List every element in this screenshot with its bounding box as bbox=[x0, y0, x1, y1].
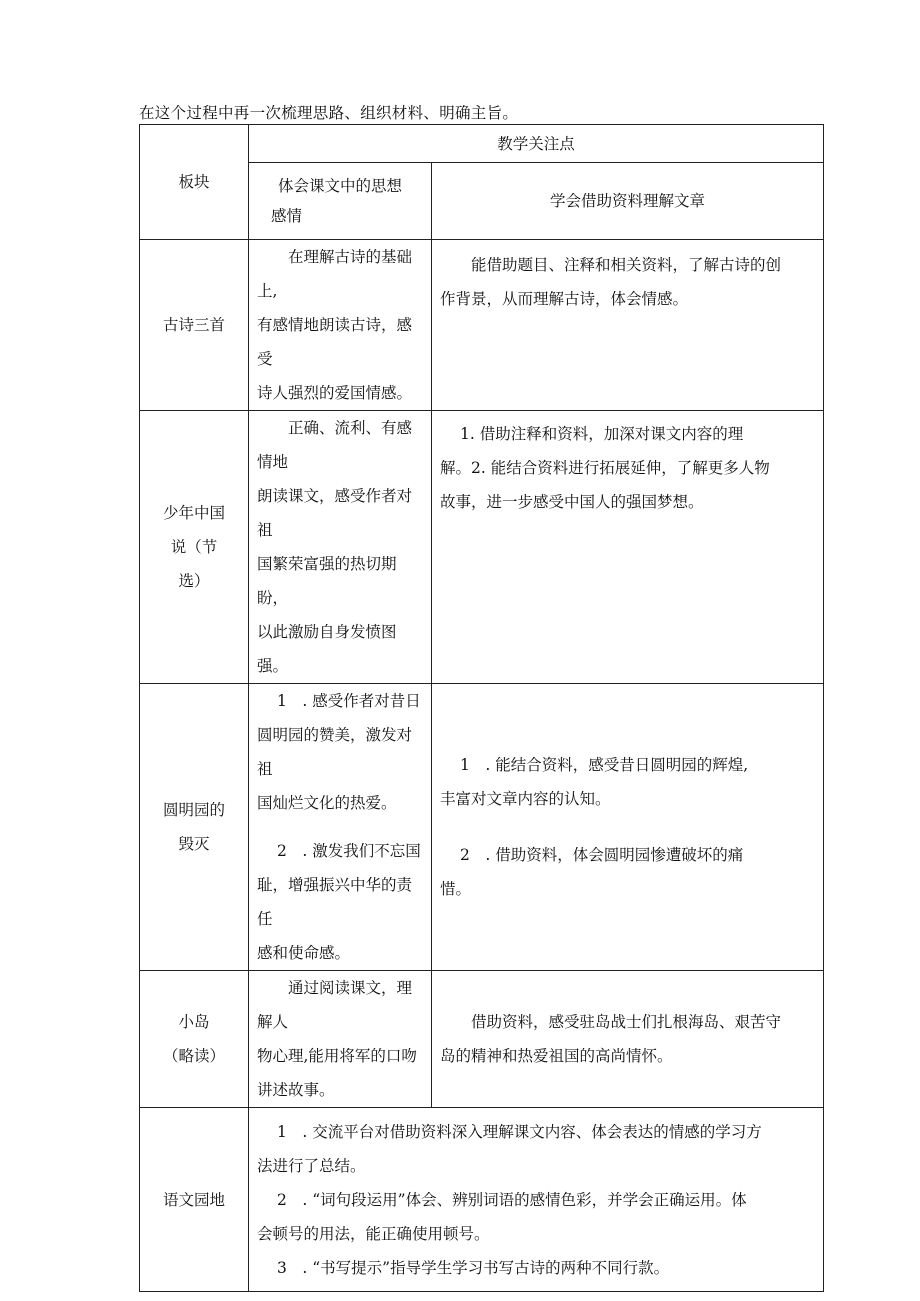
row-name: 语文园地 bbox=[140, 1108, 249, 1292]
row-name: 少年中国 说（节 选） bbox=[140, 411, 249, 684]
row-material-cell: 1. 借助注释和资料，加深对课文内容的理 解。2. 能结合资料进行拓展延伸，了解更多人物 故事，进一步感受中国人的强国梦想。 bbox=[432, 411, 824, 684]
header-block: 板块 bbox=[140, 125, 249, 240]
row-thought-cell: 通过阅读课文，理解人 物心理,能用将军的口吻 讲述故事。 bbox=[249, 971, 432, 1108]
header-focus: 教学关注点 bbox=[249, 125, 824, 163]
intro-text: 在这个过程中再一次梳理思路、组织材料、明确主旨。 bbox=[139, 104, 519, 122]
row-material-cell: 借助资料，感受驻岛战士们扎根海岛、艰苦守 岛的精神和热爱祖国的高尚情怀。 bbox=[432, 971, 824, 1108]
row-name: 圆明园的 毁灭 bbox=[140, 684, 249, 971]
row-garden-cell: 1 . 交流平台对借助资料深入理解课文内容、体会表达的情感的学习方 法进行了总结。 2 . “词句段运用”体会、辨别词语的感情色彩，并学会正确运用。体 会顿号的用法，能正确使用顿号。 3 . “书写提示”指导学生学习书写古诗的两种不同行款。 bbox=[249, 1108, 824, 1292]
row-name: 小岛 （略读） bbox=[140, 971, 249, 1108]
teaching-focus-table bbox=[139, 124, 824, 1292]
header-sub-material: 学会借助资料理解文章 bbox=[432, 163, 824, 240]
row-name: 古诗三首 bbox=[140, 240, 249, 411]
row-material-cell: 能借助题目、注释和相关资料，了解古诗的创 作背景，从而理解古诗，体会情感。 bbox=[432, 240, 824, 411]
row-material-cell: 1 . 能结合资料，感受昔日圆明园的辉煌, 丰富对文章内容的认知。 2 . 借助资料，体会圆明园惨遭破坏的痛 惜。 bbox=[432, 684, 824, 971]
header-sub-thought: 体会课文中的思想 感情 bbox=[249, 163, 432, 240]
row-thought-cell: 在理解古诗的基础上, 有感情地朗读古诗，感受 诗人强烈的爱国情感。 bbox=[249, 240, 432, 411]
row-thought-cell: 1 . 感受作者对昔日 圆明园的赞美，激发对祖 国灿烂文化的热爱。 2 . 激发我们不忘国 耻，增强振兴中华的责任 感和使命感。 bbox=[249, 684, 432, 971]
row-thought-cell: 正确、流利、有感情地 朗读课文，感受作者对祖 国繁荣富强的热切期盼， 以此激励自身发愤图强。 bbox=[249, 411, 432, 684]
